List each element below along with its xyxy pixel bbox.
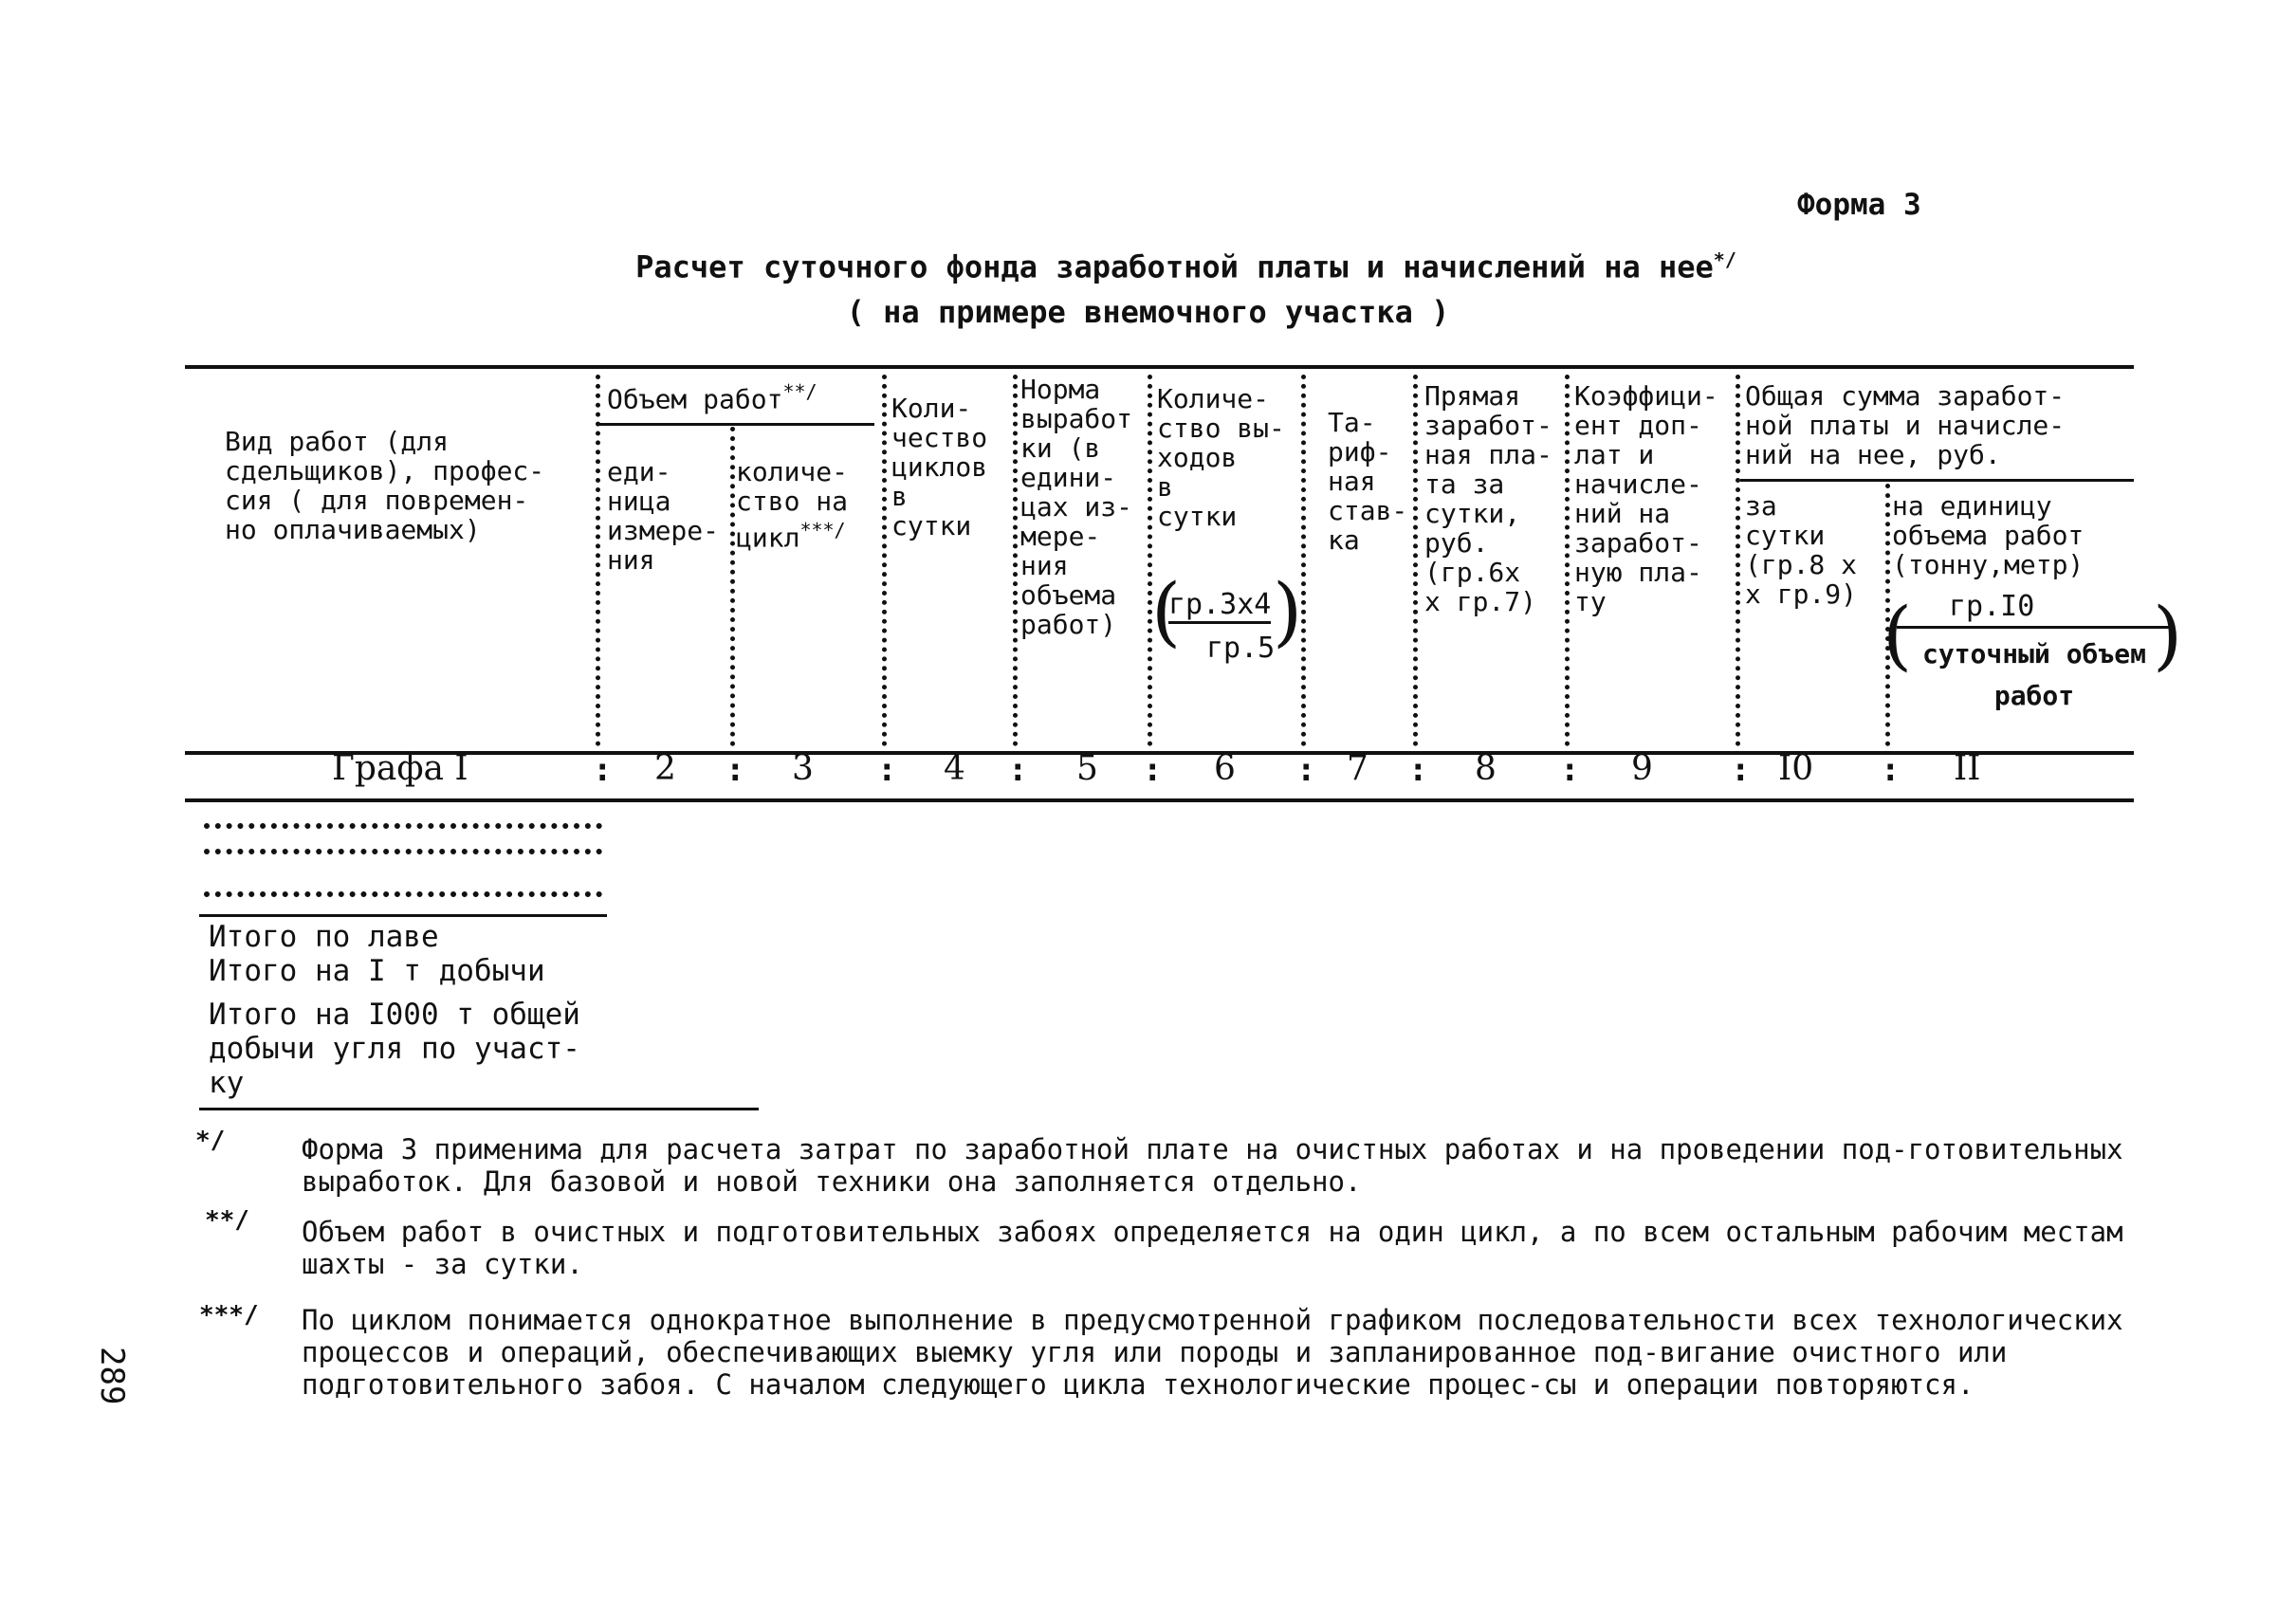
numbering-bottom-rule <box>185 798 2134 802</box>
total-row-per-ton: Итого на I т добычи <box>209 954 545 988</box>
formula-c11-numerator: гр.I0 <box>1949 590 2035 623</box>
totals-bottom-rule <box>199 1108 759 1110</box>
divider-7 <box>1413 375 1418 746</box>
col-number-5: 5 <box>1076 749 1098 788</box>
placeholder-row <box>204 823 602 829</box>
divider-2 <box>730 427 735 746</box>
header-direct-wage: Прямая заработ- ная пла- та за сутки, руб. (гр.6х х гр.7) <box>1424 380 1552 617</box>
header-total-group: Общая сумма заработ- ной платы и начисле- ний на нее, руб. <box>1745 380 2066 470</box>
divider-4 <box>1013 375 1018 746</box>
page-subtitle: ( на примере внемочного участка ) <box>846 294 1450 330</box>
footnote-mark-1: */ <box>195 1127 226 1155</box>
divider-6 <box>1301 375 1306 746</box>
form-label: Форма 3 <box>1797 188 1921 222</box>
totals-top-rule <box>199 914 607 917</box>
header-shifts-per-day: Количе- ство вы- ходов в сутки <box>1157 383 1285 532</box>
divider-8 <box>1565 375 1570 746</box>
header-per-unit: на единицу объема работ (тонну,метр) <box>1892 490 2085 580</box>
col-number-9: 9 <box>1631 749 1653 788</box>
divider-9 <box>1736 375 1740 746</box>
col-number-7: 7 <box>1347 749 1368 788</box>
col-number-3: 3 <box>792 749 814 788</box>
col-number-1: Графа I <box>332 749 468 788</box>
page-title <box>0 248 2296 285</box>
header-work-type: Вид работ (для сдельщиков), профес- сия ( для повремен- но оплачиваемых) <box>225 426 545 545</box>
header-qty-per-cycle: количе- ство на цикл***/ <box>736 456 849 554</box>
footnote-text-2: Объем работ в очистных и подготовительных забоях определяется на один цикл, а по всем остальным рабочим местам шахты - за сутки. <box>302 1216 2123 1280</box>
header-per-day: за сутки (гр.8 х х гр.9) <box>1745 490 1858 610</box>
cycle-footnote-mark: ***/ <box>799 519 846 541</box>
col-number-11: II <box>1954 749 1981 788</box>
divider-5 <box>1148 375 1152 746</box>
table-top-rule <box>185 365 2134 369</box>
divider-3 <box>882 375 887 746</box>
formula-c11-bar <box>1897 626 2172 629</box>
divider-1 <box>596 375 600 746</box>
col-number-4: 4 <box>944 749 965 788</box>
formula-c11-right-paren: ) <box>2153 591 2183 679</box>
footnote-text-3: По циклом понимается однократное выполнение в предусмотренной графиком последовательности всех технологических процессов и операций, обеспечивающих выемку угля или породы и запланированное под-вигание очистного или подготовительного забоя. С началом следующего цикла технологические процес-сы и операции повторяются. <box>302 1304 2123 1401</box>
formula-c6-denominator: гр.5 <box>1206 632 1276 665</box>
header-volume-group: Объем работ**/ <box>607 380 817 415</box>
header-coefficient: Коэффици- ент доп- лат и начисле- ний на заработ- ную пла- ту <box>1574 380 1718 617</box>
formula-c11-left-paren: ( <box>1883 591 1913 679</box>
placeholder-row <box>204 891 602 897</box>
footnote-mark-2: **/ <box>205 1206 249 1235</box>
footnote-mark-3: ***/ <box>199 1301 259 1330</box>
col-number-2: 2 <box>654 749 676 788</box>
header-tariff-rate: Та- риф- ная став- ка <box>1328 407 1408 556</box>
total-group-rule <box>1740 479 2134 482</box>
formula-c6-left-paren: ( <box>1151 567 1182 655</box>
col-number-8: 8 <box>1475 749 1497 788</box>
page-number: 289 <box>93 1347 131 1405</box>
footnote-text-1: Форма 3 применима для расчета затрат по заработной плате на очистных работах и на проведении под-готовительных выработок. Для базовой и новой техники она заполняется отдельно. <box>302 1133 2123 1198</box>
col-number-10: I0 <box>1778 749 1814 788</box>
title-footnote-mark: */ <box>1713 248 1736 271</box>
placeholder-row <box>204 849 602 854</box>
header-output-norm: Норма выработ ки (в едини- цах из- мере- ния объема работ) <box>1020 374 1133 640</box>
formula-c11-denominator: суточный объем работ <box>1921 638 2146 711</box>
header-unit: еди- ница измере- ния <box>607 456 720 576</box>
total-row-lava: Итого по лаве <box>209 920 439 954</box>
total-row-per-1000t: Итого на I000 т общей добычи угля по участ- ку <box>209 998 580 1100</box>
volume-footnote-mark: **/ <box>782 380 817 403</box>
formula-c6-numerator: гр.3х4 <box>1168 588 1271 624</box>
col-number-6: 6 <box>1214 749 1236 788</box>
volume-group-rule <box>597 423 874 426</box>
formula-c6-right-paren: ) <box>1273 567 1303 655</box>
title-text: Расчет суточного фонда заработной платы и начислений на нее <box>635 248 1714 285</box>
header-cycles-per-day: Коли- чество циклов в сутки <box>891 393 988 541</box>
